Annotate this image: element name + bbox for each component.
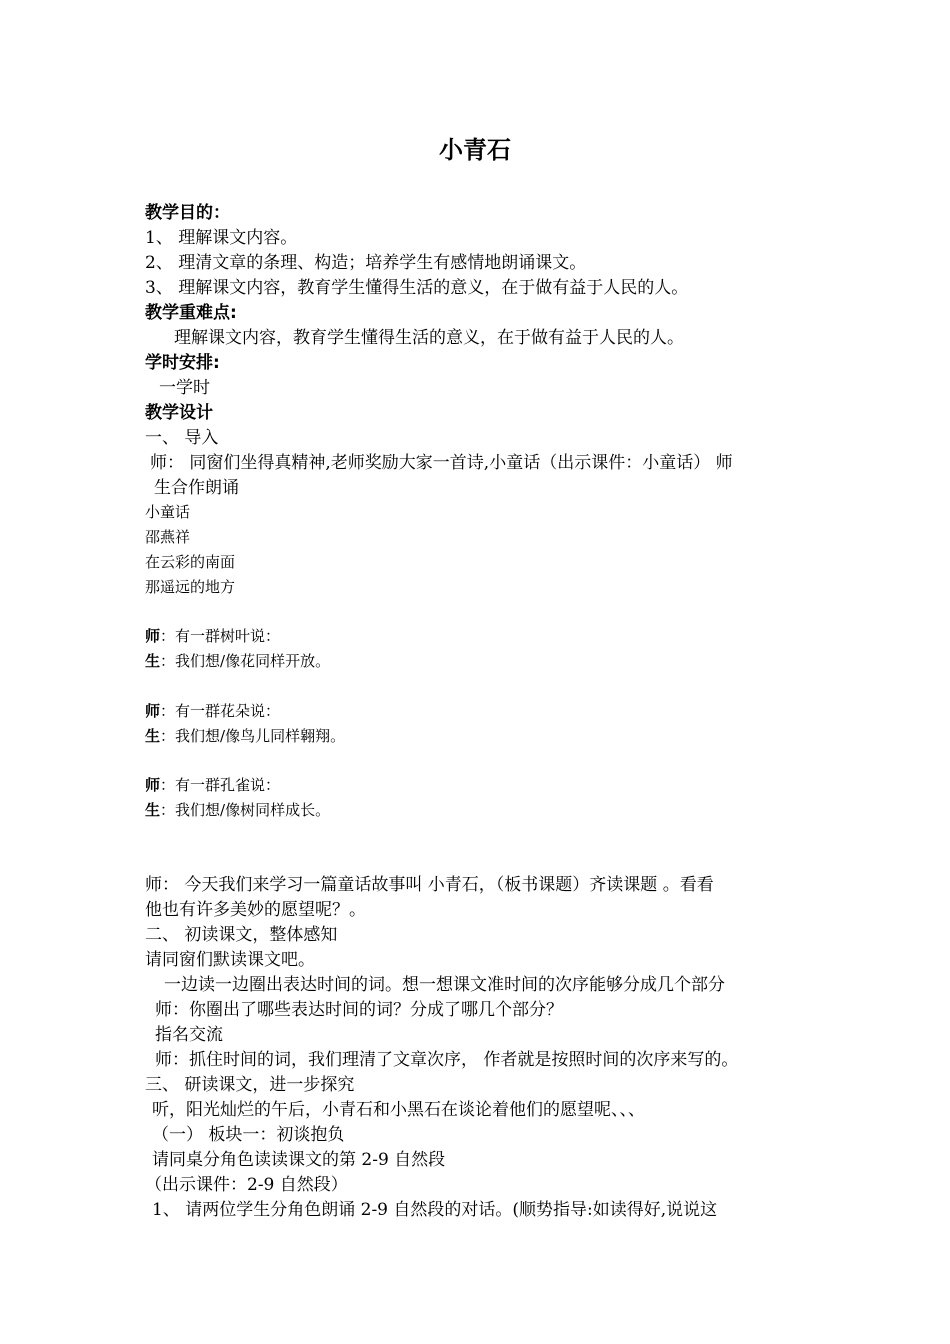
- dialogue-line: 生：我们想/像鸟儿同样翱翔。: [145, 727, 346, 745]
- objective-2: 2、 理清文章的条理、构造；培养学生有感情地朗诵课文。: [145, 253, 587, 273]
- dialogue-line: 生：我们想/像花同样开放。: [145, 652, 331, 670]
- objective-1: 1、 理解课文内容。: [145, 228, 298, 248]
- heading-objectives: 教学目的：: [145, 203, 230, 223]
- intro-text-2: 生合作朗诵: [154, 478, 239, 498]
- dialogue-line: 师：有一群树叶说：: [145, 627, 281, 645]
- section-3-title: 三、 研读课文，进一步探究: [145, 1075, 355, 1095]
- paragraph-line: （出示课件：2-9 自然段）: [145, 1175, 348, 1195]
- subsection-title: （一） 板块一：初谈抱负: [152, 1125, 345, 1145]
- paragraph-line: 一边读一边圈出表达时间的词。想一想课文准时间的次序能够分成几个部分: [164, 975, 725, 995]
- speaker-student: 生: [145, 652, 161, 670]
- intro-text-1: 师： 同窗们坐得真精神,老师奖励大家一首诗,小童话（出示课件：小童话） 师: [150, 453, 733, 473]
- paragraph-line: 师：你圈出了哪些表达时间的词？分成了哪几个部分？: [155, 1000, 563, 1020]
- poem-line-1: 在云彩的南面: [145, 553, 236, 571]
- section-1-title: 一、 导入: [145, 428, 219, 448]
- heading-design: 教学设计: [145, 403, 213, 423]
- paragraph-line: 1、 请两位学生分角色朗诵 2-9 自然段的对话。(顺势指导:如读得好,说说这: [152, 1200, 718, 1220]
- paragraph-line: 听，阳光灿烂的午后，小青石和小黑石在谈论着他们的愿望呢、、、: [152, 1100, 645, 1120]
- key-points-text: 理解课文内容，教育学生懂得生活的意义，在于做有益于人民的人。: [174, 328, 684, 348]
- poem-title: 小童话: [145, 503, 191, 521]
- speaker-teacher: 师: [145, 776, 161, 794]
- speaker-teacher: 师: [145, 702, 161, 720]
- paragraph-line: 他也有许多美妙的愿望呢？。: [145, 900, 366, 920]
- paragraph-line: 请同窗们默读课文吧。: [145, 950, 315, 970]
- speaker-student: 生: [145, 801, 161, 819]
- poem-author: 邵燕祥: [145, 528, 191, 546]
- dialogue-line: 师：有一群花朵说：: [145, 702, 281, 720]
- schedule-text: 一学时: [159, 378, 210, 398]
- paragraph-line: 请同桌分角色读读课文的第 2-9 自然段: [152, 1150, 446, 1170]
- poem-line-2: 那遥远的地方: [145, 578, 236, 596]
- paragraph-line: 指名交流: [155, 1025, 223, 1045]
- dialogue-line: 生：我们想/像树同样成长。: [145, 801, 331, 819]
- heading-schedule: 学时安排:: [145, 353, 220, 373]
- objective-3: 3、 理解课文内容，教育学生懂得生活的意义，在于做有益于人民的人。: [145, 278, 689, 298]
- document-title: 小青石: [439, 136, 511, 164]
- speaker-teacher: 师: [145, 627, 161, 645]
- paragraph-line: 师： 今天我们来学习一篇童话故事叫 小青石，（板书课题）齐读课题 。看看: [145, 875, 714, 895]
- speaker-student: 生: [145, 727, 161, 745]
- heading-key-points: 教学重难点:: [145, 303, 237, 323]
- paragraph-line: 师：抓住时间的词，我们理清了文章次序， 作者就是按照时间的次序来写的。: [155, 1050, 739, 1070]
- section-2-title: 二、 初读课文，整体感知: [145, 925, 338, 945]
- dialogue-line: 师：有一群孔雀说：: [145, 776, 281, 794]
